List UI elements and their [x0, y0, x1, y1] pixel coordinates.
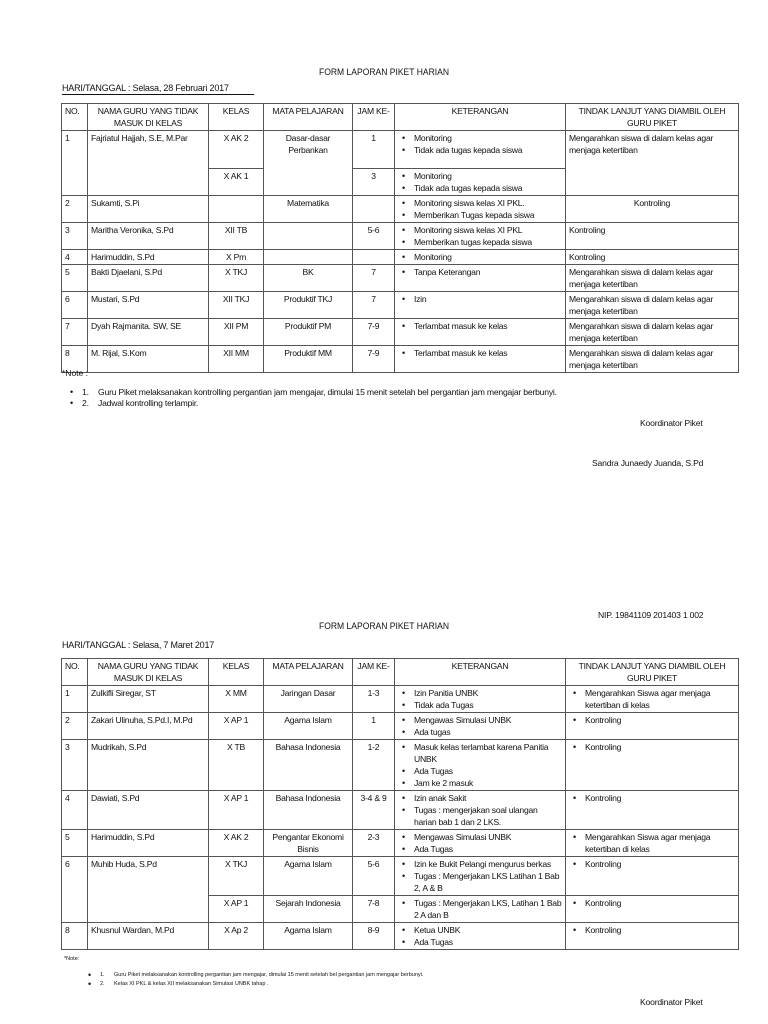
cell-tindak: Mengarahkan siswa di dalam kelas agar menjaga ketertiban	[566, 319, 739, 346]
form2-header-row	[62, 659, 739, 686]
cell-no: 1	[62, 131, 88, 169]
table-row	[62, 346, 739, 373]
cell-mapel: Produktif PM	[264, 319, 353, 346]
cell-jam: 7-8	[353, 896, 395, 923]
bullet-item: • Monitoring	[414, 251, 562, 263]
table-row	[62, 830, 739, 857]
cell-kelas: X AP 1	[209, 713, 264, 740]
bullet-item: • Monitoring	[414, 170, 562, 182]
form2-hari-tanggal: HARI/TANGGAL : Selasa, 7 Maret 2017	[62, 640, 215, 650]
form2-note-list	[100, 971, 423, 989]
header-nama: NAMA GURU YANG TIDAK MASUK DI KELAS	[88, 104, 209, 131]
bullet-item: • Tidak ada tugas kepada siswa	[414, 182, 562, 194]
cell-jam: 7	[353, 265, 395, 292]
cell-keterangan	[395, 857, 566, 896]
cell-keterangan	[395, 740, 566, 791]
table-row	[62, 196, 739, 223]
cell-nama: Zakari Ulinuha, S.Pd.I, M.Pd	[88, 713, 209, 740]
table-row	[62, 131, 739, 169]
cell-jam: 3-4 & 9	[353, 791, 395, 830]
cell-tindak-list	[569, 792, 735, 804]
cell-tindak: Mengarahkan siswa di dalam kelas agar menjaga ketertiban	[566, 292, 739, 319]
cell-nama: Sukamti, S.Pi	[88, 196, 209, 223]
cell-tindak	[566, 923, 739, 950]
bullet-item: • Ada Tugas	[414, 843, 562, 855]
cell-kelas: X AP 1	[209, 896, 264, 923]
cell-tindak	[566, 686, 739, 713]
cell-mapel: Produktif MM	[264, 346, 353, 373]
form1-nip: NIP. 19841109 201403 1 002	[598, 610, 704, 620]
bullet-item: • Monitoring siswa kelas XI PKL.	[414, 197, 562, 209]
cell-tindak-list	[569, 714, 735, 726]
cell-jam: 1-2	[353, 740, 395, 791]
cell-tindak	[566, 857, 739, 896]
cell-mapel	[264, 250, 353, 265]
cell-tindak	[566, 830, 739, 857]
cell-keterangan	[395, 686, 566, 713]
bullet-item: • Memberikan tugas kepada siswa	[414, 236, 562, 248]
cell-keterangan-list	[398, 687, 562, 711]
table-row	[62, 265, 739, 292]
bullet-item: • Ketua UNBK	[414, 924, 562, 936]
cell-no: 5	[62, 265, 88, 292]
cell-keterangan	[395, 319, 566, 346]
cell-keterangan-list	[398, 170, 562, 194]
cell-nama: Mustari, S.Pd	[88, 292, 209, 319]
cell-mapel: Sejarah Indonesia	[264, 896, 353, 923]
cell-keterangan	[395, 196, 566, 223]
cell-tindak-list	[569, 858, 735, 870]
cell-mapel: Pengantar Ekonomi Bisnis	[264, 830, 353, 857]
bullet-item: • Terlambat masuk ke kelas	[414, 320, 562, 332]
bullet-item: • Monitoring	[414, 132, 562, 144]
cell-kelas	[209, 196, 264, 223]
cell-jam: 2-3	[353, 830, 395, 857]
form1-table	[61, 103, 739, 373]
cell-mapel	[264, 169, 353, 196]
bullet-item: • Masuk kelas terlambat karena Panitia UNBK	[414, 741, 562, 765]
cell-nama: M. Rijal, S.Kom	[88, 346, 209, 373]
cell-keterangan	[395, 292, 566, 319]
cell-jam	[353, 196, 395, 223]
cell-kelas: X AK 1	[209, 169, 264, 196]
cell-jam: 1	[353, 131, 395, 169]
cell-keterangan-list	[398, 266, 562, 278]
bullet-item: • Kontroling	[585, 897, 735, 909]
form1-hari-tanggal: HARI/TANGGAL : Selasa, 28 Februari 2017	[62, 83, 254, 95]
note-item: • 1. Guru Piket melaksanakan kontrolling pergantian jam mengajar, dimulai 15 menit setelah bel pergantian jam mengajar berbunyi.	[82, 387, 557, 398]
table-row	[62, 686, 739, 713]
cell-keterangan-list	[398, 224, 562, 248]
table-row	[62, 169, 739, 196]
cell-tindak-list	[569, 897, 735, 909]
bullet-item: • Monitoring siswa kelas XI PKL	[414, 224, 562, 236]
cell-tindak: Mengarahkan siswa di dalam kelas agar menjaga ketertiban	[566, 265, 739, 292]
bullet-item: • Jam ke 2 masuk	[414, 777, 562, 789]
cell-no: 6	[62, 292, 88, 319]
cell-nama: Bakti Djaelani, S.Pd	[88, 265, 209, 292]
bullet-item: • Izin	[414, 293, 562, 305]
bullet-item: • Tidak ada tugas kepada siswa	[414, 144, 562, 156]
cell-no: 3	[62, 740, 88, 791]
cell-keterangan	[395, 830, 566, 857]
bullet-item: • Tugas : mengerjakan soal ulangan harian bab 1 dan 2 LKS.	[414, 804, 562, 828]
bullet-item: • Kontroling	[585, 714, 735, 726]
cell-mapel: BK	[264, 265, 353, 292]
cell-keterangan-list	[398, 924, 562, 948]
cell-tindak	[566, 791, 739, 830]
cell-kelas: XII TKJ	[209, 292, 264, 319]
table-row	[62, 292, 739, 319]
cell-mapel: Jaringan Dasar	[264, 686, 353, 713]
cell-jam: 7-9	[353, 319, 395, 346]
cell-keterangan-list	[398, 858, 562, 894]
cell-kelas: X TB	[209, 740, 264, 791]
cell-tindak	[566, 713, 739, 740]
cell-no: 4	[62, 791, 88, 830]
cell-keterangan-list	[398, 741, 562, 789]
cell-no: 2	[62, 196, 88, 223]
bullet-item: • Ada tugas	[414, 726, 562, 738]
cell-tindak: Mengarahkan siswa di dalam kelas agar menjaga ketertiban	[566, 131, 739, 169]
cell-kelas: X Ap 2	[209, 923, 264, 950]
cell-no: 2	[62, 713, 88, 740]
header-kelas: KELAS	[209, 104, 264, 131]
cell-keterangan-list	[398, 293, 562, 305]
cell-kelas: XII PM	[209, 319, 264, 346]
cell-nama	[88, 169, 209, 196]
bullet-item: • Mengawas Simulasi UNBK	[414, 714, 562, 726]
form1-title: FORM LAPORAN PIKET HARIAN	[318, 67, 450, 77]
cell-mapel: Agama Islam	[264, 923, 353, 950]
cell-nama: Dyah Rajmanita. SW, SE	[88, 319, 209, 346]
header-tindak: TINDAK LANJUT YANG DIAMBIL OLEH GURU PIKET	[566, 659, 739, 686]
table-row	[62, 319, 739, 346]
cell-keterangan	[395, 169, 566, 196]
cell-nama: Maritha Veronika, S.Pd	[88, 223, 209, 250]
cell-no: 4	[62, 250, 88, 265]
cell-mapel: Bahasa Indonesia	[264, 791, 353, 830]
cell-keterangan	[395, 131, 566, 169]
cell-kelas: X MM	[209, 686, 264, 713]
cell-tindak: Kontroling	[566, 250, 739, 265]
table-row	[62, 223, 739, 250]
cell-tindak: Mengarahkan siswa di dalam kelas agar menjaga ketertiban	[566, 346, 739, 373]
cell-nama: Muhib Huda, S.Pd	[88, 857, 209, 896]
cell-jam: 1-3	[353, 686, 395, 713]
header-ket: KETERANGAN	[395, 104, 566, 131]
cell-tindak	[566, 896, 739, 923]
form2-koordinator-label: Koordinator Piket	[640, 997, 703, 1007]
table-row	[62, 740, 739, 791]
cell-keterangan	[395, 713, 566, 740]
cell-mapel: Dasar-dasar Perbankan	[264, 131, 353, 169]
cell-no: 3	[62, 223, 88, 250]
cell-kelas: XII MM	[209, 346, 264, 373]
cell-no: 8	[62, 923, 88, 950]
bullet-item: • Tugas : Mengerjakan LKS Latihan 1 Bab 2, A & B	[414, 870, 562, 894]
header-ket: KETERANGAN	[395, 659, 566, 686]
cell-jam: 7-9	[353, 346, 395, 373]
cell-nama: Dawiati, S.Pd	[88, 791, 209, 830]
cell-nama: Mudrikah, S.Pd	[88, 740, 209, 791]
cell-kelas: XII TB	[209, 223, 264, 250]
bullet-item: • Tanpa Keterangan	[414, 266, 562, 278]
cell-kelas: X Pm	[209, 250, 264, 265]
header-kelas: KELAS	[209, 659, 264, 686]
cell-mapel: Agama Islam	[264, 857, 353, 896]
bullet-item: • Tugas : Mengerjakan LKS, Latihan 1 Bab 2 A dan B	[414, 897, 562, 921]
note-item: • 2. Kelas XI PKL & kelas XII melaksanakan Simulasi UNBK tahap .	[100, 980, 423, 989]
bullet-item: • Mengawas Simulasi UNBK	[414, 831, 562, 843]
cell-kelas: X AP 1	[209, 791, 264, 830]
cell-jam: 1	[353, 713, 395, 740]
header-nama: NAMA GURU YANG TIDAK MASUK DI KELAS	[88, 659, 209, 686]
cell-keterangan	[395, 896, 566, 923]
bullet-item: • Memberikan Tugas kepada siswa	[414, 209, 562, 221]
cell-jam	[353, 250, 395, 265]
cell-no	[62, 169, 88, 196]
cell-jam: 7	[353, 292, 395, 319]
cell-keterangan-list	[398, 347, 562, 359]
bullet-item: • Mengarahkan Siswa agar menjaga ketertiban di kelas	[585, 831, 735, 855]
cell-no: 1	[62, 686, 88, 713]
bullet-item: • Terlambat masuk ke kelas	[414, 347, 562, 359]
cell-mapel: Bahasa Indonesia	[264, 740, 353, 791]
cell-nama	[88, 896, 209, 923]
bullet-item: • Tidak ada Tugas	[414, 699, 562, 711]
table-row	[62, 896, 739, 923]
bullet-item: • Ada Tugas	[414, 936, 562, 948]
table-row	[62, 857, 739, 896]
bullet-item: • Kontroling	[585, 792, 735, 804]
cell-keterangan-list	[398, 897, 562, 921]
cell-mapel	[264, 223, 353, 250]
cell-keterangan-list	[398, 251, 562, 263]
bullet-item: • Ada Tugas	[414, 765, 562, 777]
cell-jam: 5-6	[353, 223, 395, 250]
table-row	[62, 923, 739, 950]
cell-tindak	[566, 740, 739, 791]
cell-tindak: Kontroling	[566, 223, 739, 250]
cell-keterangan	[395, 923, 566, 950]
form2-title: FORM LAPORAN PIKET HARIAN	[318, 621, 450, 631]
table-row	[62, 250, 739, 265]
cell-keterangan-list	[398, 197, 562, 221]
cell-nama: Zulkifli Siregar, ST	[88, 686, 209, 713]
header-jam: JAM KE-	[353, 104, 395, 131]
cell-kelas: X AK 2	[209, 131, 264, 169]
cell-no: 6	[62, 857, 88, 896]
cell-mapel: Agama Islam	[264, 713, 353, 740]
form1-koordinator-label: Koordinator Piket	[640, 418, 703, 428]
cell-kelas: X AK 2	[209, 830, 264, 857]
cell-jam: 8-9	[353, 923, 395, 950]
cell-keterangan-list	[398, 714, 562, 738]
cell-keterangan-list	[398, 320, 562, 332]
cell-keterangan	[395, 250, 566, 265]
cell-keterangan-list	[398, 831, 562, 855]
header-tindak: TINDAK LANJUT YANG DIAMBIL OLEH GURU PIKET	[566, 104, 739, 131]
cell-mapel: Produktif TKJ	[264, 292, 353, 319]
cell-keterangan	[395, 791, 566, 830]
header-no: NO.	[62, 104, 88, 131]
bullet-item: • Kontroling	[585, 924, 735, 936]
cell-tindak-list	[569, 741, 735, 753]
note-item: • 1. Guru Piket melaksanakan kontrolling pergantian jam mengajar, dimulai 15 menit setelah bel pergantian jam mengajar berbunyi.	[100, 971, 423, 980]
cell-keterangan-list	[398, 792, 562, 828]
header-mapel: MATA PELAJARAN	[264, 659, 353, 686]
bullet-item: • Izin anak Sakit	[414, 792, 562, 804]
note-item: • 2. Jadwal kontrolling terlampir.	[82, 398, 557, 409]
cell-mapel: Matematika	[264, 196, 353, 223]
cell-no: 5	[62, 830, 88, 857]
form1-koordinator-name: Sandra Junaedy Juanda, S.Pd	[592, 458, 704, 468]
bullet-item: • Mengarahkan Siswa agar menjaga ketertiban di kelas	[585, 687, 735, 711]
cell-keterangan	[395, 346, 566, 373]
cell-no: 8	[62, 346, 88, 373]
form1-note-label: *Note :	[62, 368, 88, 378]
cell-keterangan-list	[398, 132, 562, 156]
cell-nama: Fajriatul Hajjah, S.E, M.Par	[88, 131, 209, 169]
bullet-item: • Izin Panitia UNBK	[414, 687, 562, 699]
form2-note-label: *Note:	[64, 956, 80, 962]
cell-tindak-list	[569, 687, 735, 711]
cell-tindak-list	[569, 924, 735, 936]
cell-tindak	[566, 169, 739, 196]
cell-jam: 3	[353, 169, 395, 196]
table-row	[62, 713, 739, 740]
header-mapel: MATA PELAJARAN	[264, 104, 353, 131]
bullet-item: • Izin ke Bukit Pelangi mengurus berkas	[414, 858, 562, 870]
header-no: NO.	[62, 659, 88, 686]
cell-no: 7	[62, 319, 88, 346]
cell-kelas: X TKJ	[209, 265, 264, 292]
cell-nama: Harimuddin, S.Pd	[88, 250, 209, 265]
bullet-item: • Kontroling	[585, 741, 735, 753]
cell-nama: Khusnul Wardan, M.Pd	[88, 923, 209, 950]
table-row	[62, 791, 739, 830]
cell-no	[62, 896, 88, 923]
form1-header-row	[62, 104, 739, 131]
form2-table	[61, 658, 739, 950]
cell-tindak-list	[569, 831, 735, 855]
header-jam: JAM KE-	[353, 659, 395, 686]
cell-keterangan	[395, 265, 566, 292]
bullet-item: • Kontroling	[585, 858, 735, 870]
form1-note-list	[82, 387, 557, 409]
cell-nama: Harimuddin, S.Pd	[88, 830, 209, 857]
cell-keterangan	[395, 223, 566, 250]
cell-kelas: X TKJ	[209, 857, 264, 896]
cell-jam: 5-6	[353, 857, 395, 896]
cell-tindak: Kontroling	[566, 196, 739, 223]
